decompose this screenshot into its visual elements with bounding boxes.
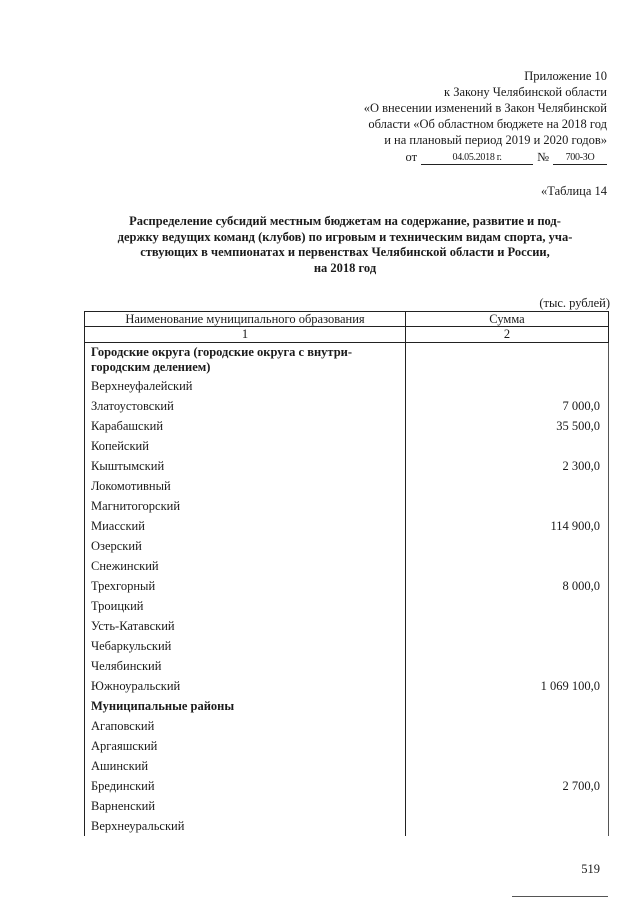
number-label: № xyxy=(537,150,549,164)
table-row xyxy=(85,736,609,756)
municipality-name: Верхнеуфалейский xyxy=(85,376,406,396)
table-row xyxy=(85,656,609,676)
subsidy-amount xyxy=(406,536,609,556)
municipality-name: Снежинский xyxy=(85,556,406,576)
municipality-name: Усть-Катавский xyxy=(85,616,406,636)
subsidy-amount xyxy=(406,476,609,496)
subsidy-amount xyxy=(406,376,609,396)
subsidy-amount: 114 900,0 xyxy=(406,516,609,536)
subsidy-amount xyxy=(406,436,609,456)
subsidy-amount xyxy=(406,716,609,736)
municipality-name: Агаповский xyxy=(85,716,406,736)
municipality-name: Кыштымский xyxy=(85,456,406,476)
municipality-name: Троицкий xyxy=(85,596,406,616)
footer-rule xyxy=(512,896,608,897)
table-row xyxy=(85,596,609,616)
law-date: 04.05.2018 г. xyxy=(421,152,533,165)
municipality-name: Чебаркульский xyxy=(85,636,406,656)
subsidy-amount xyxy=(406,556,609,576)
subsidy-amount xyxy=(406,796,609,816)
table-header-row xyxy=(85,312,609,327)
heading-line: держку ведущих команд (клубов) по игровым и техническим видам спорта, уча- xyxy=(117,229,573,244)
table-row xyxy=(85,716,609,736)
table-label: «Таблица 14 xyxy=(541,184,607,198)
table-row xyxy=(85,396,609,416)
subsidy-amount xyxy=(406,636,609,656)
municipality-name: Южноуральский xyxy=(85,676,406,696)
column-number: 2 xyxy=(406,327,609,343)
table-row xyxy=(85,776,609,796)
table-row xyxy=(85,476,609,496)
municipality-name: Варненский xyxy=(85,796,406,816)
header-sum: Сумма xyxy=(406,312,609,327)
municipality-name: Челябинский xyxy=(85,656,406,676)
subsidy-amount xyxy=(406,756,609,776)
from-label: от xyxy=(405,150,418,164)
table-row xyxy=(85,676,609,696)
subsidy-amount xyxy=(406,736,609,756)
table-row xyxy=(85,536,609,556)
table-row xyxy=(85,516,609,536)
law-number: 700-ЗО xyxy=(553,152,607,165)
municipality-name: Брединский xyxy=(85,776,406,796)
group-title-line: городским делением) xyxy=(91,360,211,374)
page-number: 519 xyxy=(581,862,600,876)
group-title: Муниципальные районы xyxy=(85,696,406,716)
subsidy-amount xyxy=(406,656,609,676)
subsidy-amount: 35 500,0 xyxy=(406,416,609,436)
appendix-line: к Закону Челябинской области xyxy=(444,85,607,99)
table-row xyxy=(85,496,609,516)
subsidy-amount: 2 300,0 xyxy=(406,456,609,476)
header-name: Наименование муниципального образования xyxy=(85,312,406,327)
law-date-number xyxy=(307,149,607,165)
appendix-line: Приложение 10 xyxy=(524,69,607,83)
municipality-name: Озерский xyxy=(85,536,406,556)
heading-line: Распределение субсидий местным бюджетам на содержание, развитие и под- xyxy=(129,214,561,228)
document-heading xyxy=(95,214,595,276)
group-title-line: Городские округа (городские округа с внутри- xyxy=(91,345,353,359)
municipality-name: Аргаяшский xyxy=(85,736,406,756)
municipality-name: Локомотивный xyxy=(85,476,406,496)
subsidy-amount: 2 700,0 xyxy=(406,776,609,796)
subsidy-amount xyxy=(406,816,609,836)
group-sum xyxy=(406,343,609,377)
municipality-name: Трехгорный xyxy=(85,576,406,596)
table-row xyxy=(85,436,609,456)
group-sum xyxy=(406,696,609,716)
subsidy-amount: 1 069 100,0 xyxy=(406,676,609,696)
table-row xyxy=(85,756,609,776)
column-number-row xyxy=(85,327,609,343)
table-row xyxy=(85,576,609,596)
table-row xyxy=(85,556,609,576)
appendix-line: области «Об областном бюджете на 2018 год xyxy=(368,117,607,131)
group-row-city-districts xyxy=(85,343,609,377)
column-number: 1 xyxy=(85,327,406,343)
appendix-line: и на плановый период 2019 и 2020 годов» xyxy=(384,133,607,147)
table-row xyxy=(85,816,609,836)
table-row xyxy=(85,456,609,476)
subsidy-amount: 8 000,0 xyxy=(406,576,609,596)
group-title xyxy=(85,343,406,377)
heading-line: на 2018 год xyxy=(313,260,377,275)
subsidy-amount xyxy=(406,596,609,616)
municipality-name: Карабашский xyxy=(85,416,406,436)
municipality-name: Копейский xyxy=(85,436,406,456)
municipality-name: Миасский xyxy=(85,516,406,536)
table-row xyxy=(85,636,609,656)
appendix-line: «О внесении изменений в Закон Челябинской xyxy=(363,101,607,115)
municipality-name: Верхнеуральский xyxy=(85,816,406,836)
subsidy-amount: 7 000,0 xyxy=(406,396,609,416)
heading-line: ствующих в чемпионатах и первенствах Челябинской области и России, xyxy=(140,245,550,259)
table-row xyxy=(85,376,609,396)
subsidy-amount xyxy=(406,616,609,636)
subsidy-amount xyxy=(406,496,609,516)
subsidy-table xyxy=(84,311,609,836)
units-label: (тыс. рублей) xyxy=(539,296,610,310)
appendix-block xyxy=(307,68,607,165)
municipality-name: Магнитогорский xyxy=(85,496,406,516)
table-row xyxy=(85,796,609,816)
table-row xyxy=(85,416,609,436)
municipality-name: Златоустовский xyxy=(85,396,406,416)
table-row xyxy=(85,616,609,636)
municipality-name: Ашинский xyxy=(85,756,406,776)
group-row-municipal-districts xyxy=(85,696,609,716)
